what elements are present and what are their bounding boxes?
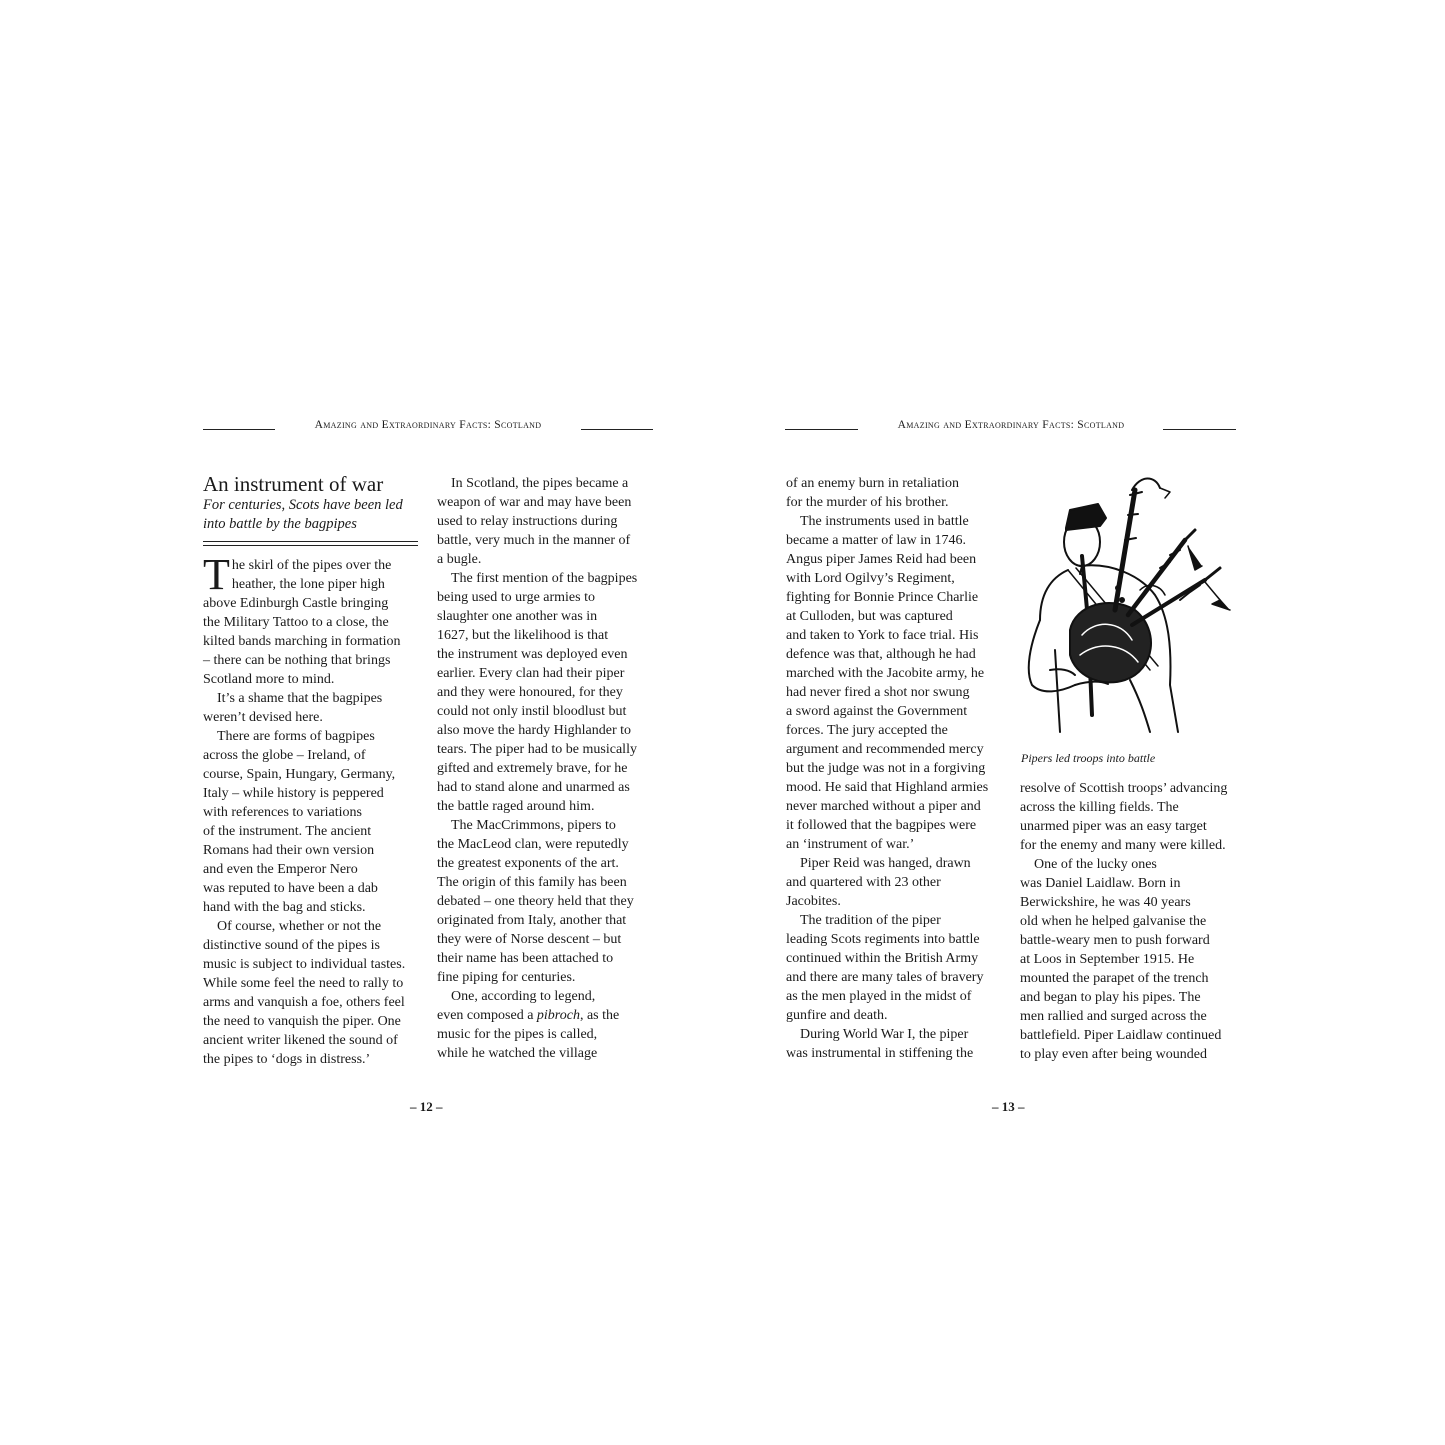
text-line: The origin of this family has been <box>437 875 627 890</box>
text-line: argument and recommended mercy <box>786 742 984 757</box>
text-line: defence was that, although he had <box>786 647 976 662</box>
text-line: Scotland more to mind. <box>203 672 335 687</box>
text-line: for the enemy and many were killed. <box>1020 838 1226 853</box>
text-line: distinctive sound of the pipes is <box>203 938 380 953</box>
text-line: Romans had their own version <box>203 843 375 858</box>
piper-illustration <box>1020 470 1242 736</box>
text-line: One, according to legend, <box>451 989 596 1004</box>
text-line: and they were honoured, for they <box>437 685 623 700</box>
header-rule-left <box>785 429 858 430</box>
text-line: was instrumental in stiffening the <box>786 1046 974 1061</box>
text-line: earlier. Every clan had their piper <box>437 666 625 681</box>
text-line: fine piping for centuries. <box>437 970 576 985</box>
text-line: the pipes to ‘dogs in distress.’ <box>203 1052 371 1067</box>
right-column-2 <box>1020 779 1242 1064</box>
text-line: at Loos in September 1915. He <box>1020 952 1195 967</box>
text-fragment: , as the <box>579 1008 620 1023</box>
right-page <box>722 0 1445 1445</box>
text-line: and there are many tales of bravery <box>786 970 984 985</box>
text-line: at Culloden, but was captured <box>786 609 953 624</box>
running-head: Amazing and Extraordinary Facts: Scotland <box>314 419 542 431</box>
text-line: slaughter one another was in <box>437 609 598 624</box>
text-line: resolve of Scottish troops’ advancing <box>1020 781 1228 796</box>
text-line: but the judge was not in a forgiving <box>786 761 986 776</box>
text-line: an ‘instrument of war.’ <box>786 837 915 852</box>
text-line: above Edinburgh Castle bringing <box>203 596 389 611</box>
title-double-rule <box>203 541 418 546</box>
text-line: with references to variations <box>203 805 362 820</box>
text-line: tears. The piper had to be musically <box>437 742 637 757</box>
text-line: a sword against the Government <box>786 704 968 719</box>
text-line: for the murder of his brother. <box>786 495 949 510</box>
text-line: It’s a shame that the bagpipes <box>217 691 383 706</box>
text-line: men rallied and surged across the <box>1020 1009 1207 1024</box>
text-line: the greatest exponents of the art. <box>437 856 619 871</box>
text-line: There are forms of bagpipes <box>217 729 375 744</box>
text-line: marched with the Jacobite army, he <box>786 666 985 681</box>
text-line: – there can be nothing that brings <box>203 653 391 668</box>
text-line: Of course, whether or not the <box>217 919 382 934</box>
text-line: as the men played in the midst of <box>786 989 972 1004</box>
left-running-header <box>203 419 653 439</box>
text-line: and began to play his pipes. The <box>1020 990 1201 1005</box>
text-line: the MacLeod clan, were reputedly <box>437 837 629 852</box>
text-line: Piper Reid was hanged, drawn <box>800 856 971 871</box>
italic-term-pibroch: pibroch <box>536 1008 580 1023</box>
article-subtitle-line-1: For centuries, Scots have been led <box>203 497 403 513</box>
text-line: while he watched the village <box>437 1046 598 1061</box>
text-line: unarmed piper was an easy target <box>1020 819 1207 834</box>
text-line: with Lord Ogilvy’s Regiment, <box>786 571 955 586</box>
header-rule-right <box>1163 429 1236 430</box>
header-rule-left <box>203 429 275 430</box>
text-line: forces. The jury accepted the <box>786 723 948 738</box>
text-line: the battle raged around him. <box>437 799 595 814</box>
text-line: a bugle. <box>437 552 482 567</box>
text-line: the instrument was deployed even <box>437 647 628 662</box>
text-line: also move the hardy Highlander to <box>437 723 632 738</box>
text-line: gifted and extremely brave, for he <box>437 761 628 776</box>
text-line: heather, the lone piper high <box>231 577 385 592</box>
left-column-2 <box>437 474 655 1063</box>
text-line: weren’t devised here. <box>203 710 323 725</box>
page-number: – 12 – <box>410 1099 443 1114</box>
text-line: continued within the British Army <box>786 951 979 966</box>
text-line: he skirl of the pipes over the <box>231 558 392 573</box>
text-line: debated – one theory held that they <box>437 894 634 909</box>
right-running-header <box>785 419 1235 439</box>
text-line: arms and vanquish a foe, others feel <box>203 995 405 1010</box>
text-line: was Daniel Laidlaw. Born in <box>1020 876 1181 891</box>
text-line: originated from Italy, another that <box>437 913 627 928</box>
text-line: Berwickshire, he was 40 years <box>1020 895 1191 910</box>
text-line: While some feel the need to rally to <box>203 976 404 991</box>
text-line: ancient writer likened the sound of <box>203 1033 398 1048</box>
text-line: their name has been attached to <box>437 951 614 966</box>
text-line: During World War I, the piper <box>800 1027 969 1042</box>
text-line: across the killing fields. The <box>1020 800 1179 815</box>
text-line: course, Spain, Hungary, Germany, <box>203 767 396 782</box>
text-line: music is subject to individual tastes. <box>203 957 406 972</box>
text-line: it followed that the bagpipes were <box>786 818 977 833</box>
text-line: had never fired a shot nor swung <box>786 685 970 700</box>
text-line: used to relay instructions during <box>437 514 618 529</box>
text-line: In Scotland, the pipes became a <box>451 476 629 491</box>
text-line: of the instrument. The ancient <box>203 824 372 839</box>
text-line: battle, very much in the manner of <box>437 533 631 548</box>
text-line: Italy – while history is peppered <box>203 786 384 801</box>
text-line: became a matter of law in 1746. <box>786 533 966 548</box>
text-line: the need to vanquish the piper. One <box>203 1014 401 1029</box>
text-line: could not only instil bloodlust but <box>437 704 627 719</box>
text-line: battlefield. Piper Laidlaw continued <box>1020 1028 1222 1043</box>
text-line: battle-weary men to push forward <box>1020 933 1210 948</box>
text-line: weapon of war and may have been <box>437 495 632 510</box>
text-line: 1627, but the likelihood is that <box>437 628 609 643</box>
text-line: of an enemy burn in retaliation <box>786 476 959 491</box>
page-number: – 13 – <box>992 1099 1025 1114</box>
text-line: was reputed to have been a dab <box>203 881 378 896</box>
text-line: The MacCrimmons, pipers to <box>451 818 616 833</box>
left-page <box>0 0 722 1445</box>
text-line: and even the Emperor Nero <box>203 862 358 877</box>
text-line: they were of Norse descent – but <box>437 932 622 947</box>
text-line: The instruments used in battle <box>800 514 969 529</box>
opening-paragraph <box>203 550 418 599</box>
text-line: mounted the parapet of the trench <box>1020 971 1209 986</box>
text-line: across the globe – Ireland, of <box>203 748 366 763</box>
piper-drawing <box>1020 470 1242 736</box>
article-subtitle-line-2: into battle by the bagpipes <box>203 516 357 532</box>
text-line: leading Scots regiments into battle <box>786 932 980 947</box>
text-line: hand with the bag and sticks. <box>203 900 366 915</box>
text-fragment: even composed a <box>437 1008 537 1023</box>
text-line: fighting for Bonnie Prince Charlie <box>786 590 979 605</box>
drop-cap: T <box>203 550 230 599</box>
text-line: had to stand alone and unarmed as <box>437 780 630 795</box>
text-line: Angus piper James Reid had been <box>786 552 977 567</box>
text-line: kilted bands marching in formation <box>203 634 401 649</box>
text-line: One of the lucky ones <box>1034 857 1157 872</box>
text-line: mood. He said that Highland armies <box>786 780 989 795</box>
text-line: never marched without a piper and <box>786 799 981 814</box>
text-line: old when he helped galvanise the <box>1020 914 1207 929</box>
right-column-1 <box>786 474 1006 1063</box>
text-line: and taken to York to face trial. His <box>786 628 979 643</box>
text-line: being used to urge armies to <box>437 590 595 605</box>
text-line: gunfire and death. <box>786 1008 888 1023</box>
text-line-pibroch <box>437 1006 655 1025</box>
text-line: The tradition of the piper <box>800 913 941 928</box>
text-line: to play even after being wounded <box>1020 1047 1207 1062</box>
text-line: and quartered with 23 other <box>786 875 941 890</box>
article-title: An instrument of war <box>203 472 384 496</box>
header-rule-right <box>581 429 653 430</box>
text-line: the Military Tattoo to a close, the <box>203 615 389 630</box>
text-line: Jacobites. <box>786 894 841 909</box>
figure-caption: Pipers led troops into battle <box>1021 751 1156 765</box>
left-column-1 <box>203 472 418 1069</box>
text-line: music for the pipes is called, <box>437 1027 598 1042</box>
running-head: Amazing and Extraordinary Facts: Scotland <box>897 419 1125 431</box>
text-line: The first mention of the bagpipes <box>451 571 638 586</box>
